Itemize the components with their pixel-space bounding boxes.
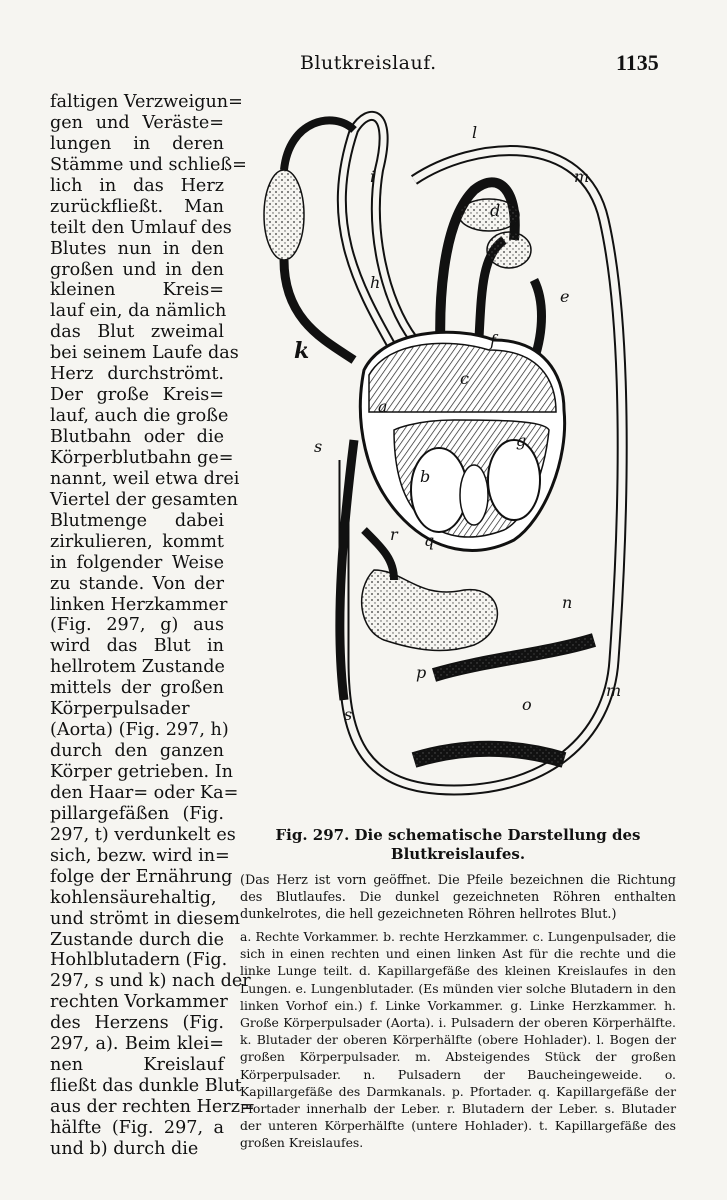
label-d: d bbox=[490, 201, 501, 220]
label-b: b bbox=[420, 467, 431, 486]
body-text-line: Körperpulsader bbox=[50, 699, 190, 720]
body-text-line: gen und Veräste= bbox=[50, 112, 224, 133]
label-h: h bbox=[370, 273, 381, 292]
label-r: r bbox=[390, 525, 398, 544]
body-text-line: kohlensäurehaltig, bbox=[50, 887, 217, 908]
body-text-line: zu stande. Von der bbox=[50, 573, 224, 594]
body-text-line: den Haar= oder Ka= bbox=[50, 782, 239, 803]
figure-caption-title: Fig. 297. Die schematische Darstellung des Blutkreislaufes. bbox=[275, 826, 641, 863]
running-head bbox=[0, 52, 727, 82]
label-n: n bbox=[562, 593, 573, 612]
figure-legend: a. Rechte Vorkammer. b. rechte Herzkammer. c. Lungenpulsader, die sich in einen rechten und einen linken Ast für die rechte und die linke Lunge teilt. d. Kapillargefäße des kleinen Kreislaufes in den Lungen. e. Lungenblutader. (Es münden vier solche Blutadern in den linken Vorhof ein.) f. Linke Vorkammer. g. Linke Herzkammer. h. Große Körperpulsader (Aorta). i. Pulsadern der oberen Körperhälfte. k. Blutader der oberen Körperhälfte (obere Hohlader). l. Bogen der großen Körperpulsader. m. Absteigendes Stück der großen Körperpulsader. n. Pulsadern der Baucheingeweide. o. Kapillargefäße des Darmkanals. p. Pfortader. q. Kapillargefäße der Pfortader innerhalb der Leber. r. Blutadern der Leber. s. Blutader der unteren Körperhälfte (untere Hohlader). t. Kapillargefäße des großen Kreislaufes. bbox=[240, 929, 676, 1151]
body-text-line: rechten Vorkammer bbox=[50, 992, 228, 1013]
label-i: i bbox=[370, 167, 376, 186]
body-text-line: Hohlblutadern (Fig. bbox=[50, 950, 228, 971]
label-m-top: m bbox=[574, 167, 590, 186]
body-text-line: folge der Ernährung bbox=[50, 866, 233, 887]
body-text-line: Körper getrieben. In bbox=[50, 762, 234, 782]
figure-caption-note: (Das Herz ist vorn geöffnet. Die Pfeile bezeichnen die Richtung des Blutlaufes. Die dunkel gezeichneten Röhren enthalten dunkelrotes, die hell gezeichneten Röhren hellrotes Blut.) bbox=[240, 873, 676, 922]
body-text-line: faltigen Verzweigun= bbox=[50, 92, 243, 112]
body-text-line: durch den ganzen bbox=[50, 741, 224, 762]
body-text-line: 297, a). Beim klei= bbox=[50, 1034, 224, 1055]
body-text-line: 297, s und k) nach der bbox=[50, 971, 251, 992]
body-text-line: lungen in deren bbox=[50, 133, 224, 154]
label-t: t bbox=[470, 741, 477, 760]
body-text-line: lich in das Herz bbox=[50, 175, 224, 196]
body-text-line: lauf ein, da nämlich bbox=[50, 301, 227, 322]
label-c: c bbox=[460, 369, 469, 388]
body-text-line: kleinen Kreis= bbox=[50, 280, 224, 301]
body-text-line: wird das Blut in bbox=[50, 636, 224, 657]
body-text-line: sich, bezw. wird in= bbox=[50, 845, 230, 866]
label-s-upper: s bbox=[314, 437, 323, 456]
body-text-line: 297, t) verdunkelt es bbox=[50, 824, 236, 845]
body-text-line: in folgender Weise bbox=[50, 552, 224, 573]
body-text-line: hellrotem Zustande bbox=[50, 657, 225, 678]
body-text-line: mittels der großen bbox=[50, 678, 224, 699]
label-f: f bbox=[490, 331, 496, 350]
running-head-title: Blutkreislauf. bbox=[300, 52, 437, 74]
body-text-line: lauf, auch die große bbox=[50, 406, 229, 427]
body-text-line: Zustande durch die bbox=[50, 929, 224, 950]
heart-circulation-illustration bbox=[244, 100, 684, 812]
body-text-line: Blutes nun in den bbox=[50, 238, 224, 259]
label-m-lower: m bbox=[606, 681, 622, 700]
label-e: e bbox=[560, 287, 570, 306]
body-text-line: das Blut zweimal bbox=[50, 322, 224, 343]
body-text-line: Viertel der gesamten bbox=[50, 489, 238, 510]
body-text-line: pillargefäßen (Fig. bbox=[50, 803, 224, 824]
label-l: l bbox=[472, 123, 478, 142]
body-text-line: und strömt in diesem bbox=[50, 908, 240, 929]
body-text-line: Der große Kreis= bbox=[50, 385, 224, 406]
body-text-line: Blutbahn oder die bbox=[50, 427, 224, 447]
label-o: o bbox=[522, 695, 532, 714]
body-text-line: Blutmenge dabei bbox=[50, 510, 224, 531]
body-text-line: großen und in den bbox=[50, 259, 224, 280]
body-text-column bbox=[50, 92, 255, 1160]
body-text-line: Stämme und schließ= bbox=[50, 154, 247, 175]
page-number: 1135 bbox=[616, 50, 659, 75]
body-text-line: hälfte (Fig. 297, a bbox=[50, 1117, 224, 1138]
body-text-line: des Herzens (Fig. bbox=[50, 1013, 224, 1034]
body-text-line: nen Kreislauf bbox=[50, 1055, 224, 1076]
body-text-line: Herz durchströmt. bbox=[50, 364, 224, 385]
body-text-line: bei seinem Laufe das bbox=[50, 343, 239, 364]
body-text-line: zurückfließt. Man bbox=[50, 196, 224, 217]
label-p: p bbox=[416, 663, 427, 682]
body-text-line: (Aorta) (Fig. 297, h) bbox=[50, 720, 229, 741]
label-g: g bbox=[516, 431, 527, 450]
body-text-line: teilt den Umlauf des bbox=[50, 217, 232, 238]
circulation-diagram bbox=[244, 100, 684, 812]
body-text-line: fließt das dunkle Blut bbox=[50, 1076, 242, 1097]
body-text-line: zirkulieren, kommt bbox=[50, 531, 224, 552]
body-text-line: (Fig. 297, g) aus bbox=[50, 615, 224, 636]
label-a: a bbox=[378, 397, 388, 416]
label-q: q bbox=[424, 531, 435, 550]
body-text-line: linken Herzkammer bbox=[50, 594, 228, 615]
body-text-line: und b) durch die bbox=[50, 1138, 199, 1159]
body-text-line: nannt, weil etwa drei bbox=[50, 468, 240, 489]
label-k: k bbox=[294, 338, 310, 364]
label-s-lower: s bbox=[344, 705, 353, 724]
body-text-line: Körperblutbahn ge= bbox=[50, 447, 234, 468]
body-text-line: aus der rechten Herz= bbox=[50, 1097, 255, 1117]
